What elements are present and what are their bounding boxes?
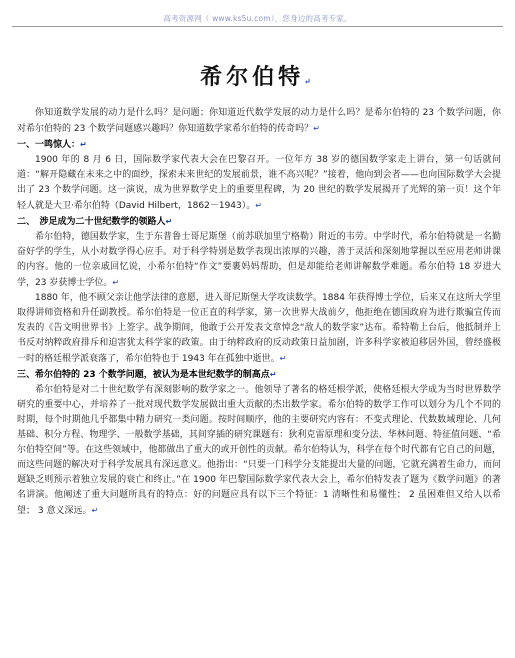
body-paragraph bbox=[17, 291, 501, 367]
paragraph-text: 二、 涉足成为二十世纪数学的领路人 bbox=[17, 217, 166, 227]
page-bottom-edge bbox=[0, 640, 515, 658]
paragraph-mark-icon: ↵ bbox=[91, 506, 99, 515]
paragraph-text: 1900 年的 8 月 6 日，国际数学家代表大会在巴黎召开。一位年方 38 岁的德国数学家走上讲台，第一句话就问道：“解开隐藏在未来之中的面纱，探索未来世纪的发展前景，谁不高兴呢？”接着，他向到会者——也向国际数学大会提出了 23 个数学问题。这一演说，成为世界数学史上的重要里程碑，为 20 世纪的数学发展揭开了光辉的第一页！这个年轻人就是大卫·希尔伯特（David Hilbert，1862－1943）。 bbox=[17, 155, 501, 211]
body-paragraph bbox=[17, 383, 501, 519]
document-body bbox=[17, 106, 501, 519]
header-divider bbox=[12, 26, 503, 27]
paragraph-mark-icon: ↵ bbox=[269, 370, 277, 379]
body-paragraph bbox=[17, 106, 501, 137]
document-title bbox=[0, 60, 515, 91]
paragraph-mark-icon: ↵ bbox=[255, 201, 262, 210]
paragraph-text: 三、希尔伯特的 23 个数学问题，被认为是本世纪数学的制高点 bbox=[17, 370, 270, 380]
body-paragraph bbox=[17, 153, 501, 214]
paragraph-mark-icon: ↵ bbox=[313, 124, 320, 133]
paragraph-text: 1880 年，他不顾父亲让他学法律的意愿，进入哥尼斯堡大学攻读数学。1884 年获得博士学位，后来又在这所大学里取得讲师资格和升任副教授。希尔伯特是一位正直的科学家，第一次世界大战前夕，他拒绝在德国政府为进行欺骗宣传而发表的《告文明世界书》上签字。战争期间，他敢于公开发表文章悼念“敌人的数学家”达布。希特勒上台后，他抵制并上书反对纳粹政府排斥和迫害犹太科学家的政策。由于纳粹政府的反动政策日益加剧，许多科学家被迫移居外国，曾经盛极一时的格廷根学派衰落了，希尔伯特也于 1943 年在孤独中逝世。 bbox=[17, 293, 501, 364]
paragraph-mark-icon: ↵ bbox=[279, 354, 287, 363]
page-header: 高考资源网（ www.ks5u.com），您身边的高考专家。 bbox=[163, 14, 352, 23]
section-heading bbox=[17, 137, 501, 153]
paragraph-mark-icon: ↵ bbox=[165, 217, 173, 226]
paragraph-text: 希尔伯特是对二十世纪数学有深刻影响的数学家之一。他领导了著名的格廷根学派，使格廷根大学成为当时世界数学研究的重要中心，并培养了一批对现代数学发展做出重大贡献的杰出数学家。希尔伯特的数学工作可以划分为几个不同的时期，每个时期他几乎都集中精力研究一类问题。按时间顺序，他的主要研究内容有：不变式理论、代数数域理论、几何基础、积分方程、物理学、一般数学基础，其间穿插的研究课题有：狄利克雷原理和变分法、华林问题、特征值问题、“希尔伯特空间”等。在这些领域中，他都做出了重大的或开创性的贡献。希尔伯特认为，科学在每个时代都有它自己的问题，而这些问题的解决对于科学发展具有深远意义。他指出：“只要一门科学分支能提出大量的问题，它就充满着生命力，而问题缺乏则预示着独立发展的衰亡和终止。”在 1900 年巴黎国际数学家代表大会上，希尔伯特发表了题为《数学问题》的著名讲演。他阐述了重大问题所具有的特点：好的问题应具有以下三个特征：1 清晰性和易懂性； 2 虽困难但又给人以希望； 3 意义深远。 bbox=[17, 385, 501, 516]
paragraph-text: 你知道数学发展的动力是什么吗？是问题；你知道近代数学发展的动力是什么吗？是希尔伯特的 23 个数学问题，你对希尔伯特的 23 个数学问题感兴趣吗？你知道数学家希尔伯特的传奇吗？ bbox=[17, 108, 501, 134]
paragraph-mark-icon: ↵ bbox=[112, 278, 120, 287]
paragraph-text: 希尔伯特，德国数学家，生于东普鲁士哥尼斯堡（前苏联加里宁格勒）附近的韦劳。中学时代，希尔伯特就是一名勤奋好学的学生，从小对数学得心应手。对于科学特别是数学表现出浓厚的兴趣，善于灵活和深刻地掌握以至应用老师讲课的内容。他的一位亲戚回忆说，小希尔伯特“作文”要裹妈妈帮助，但是却能给老师讲解数学难题。希尔伯特 18 岁进大学，23 岁获博士学位。 bbox=[17, 232, 501, 288]
section-heading bbox=[17, 214, 501, 230]
title-text: 希尔伯特 bbox=[200, 64, 305, 90]
paragraph-text: 一、一鸣惊人： bbox=[17, 140, 81, 150]
paragraph-mark-icon: ↵ bbox=[304, 76, 315, 86]
paragraph-mark-icon: ↵ bbox=[80, 140, 87, 149]
body-paragraph bbox=[17, 230, 501, 291]
section-heading bbox=[17, 367, 501, 383]
